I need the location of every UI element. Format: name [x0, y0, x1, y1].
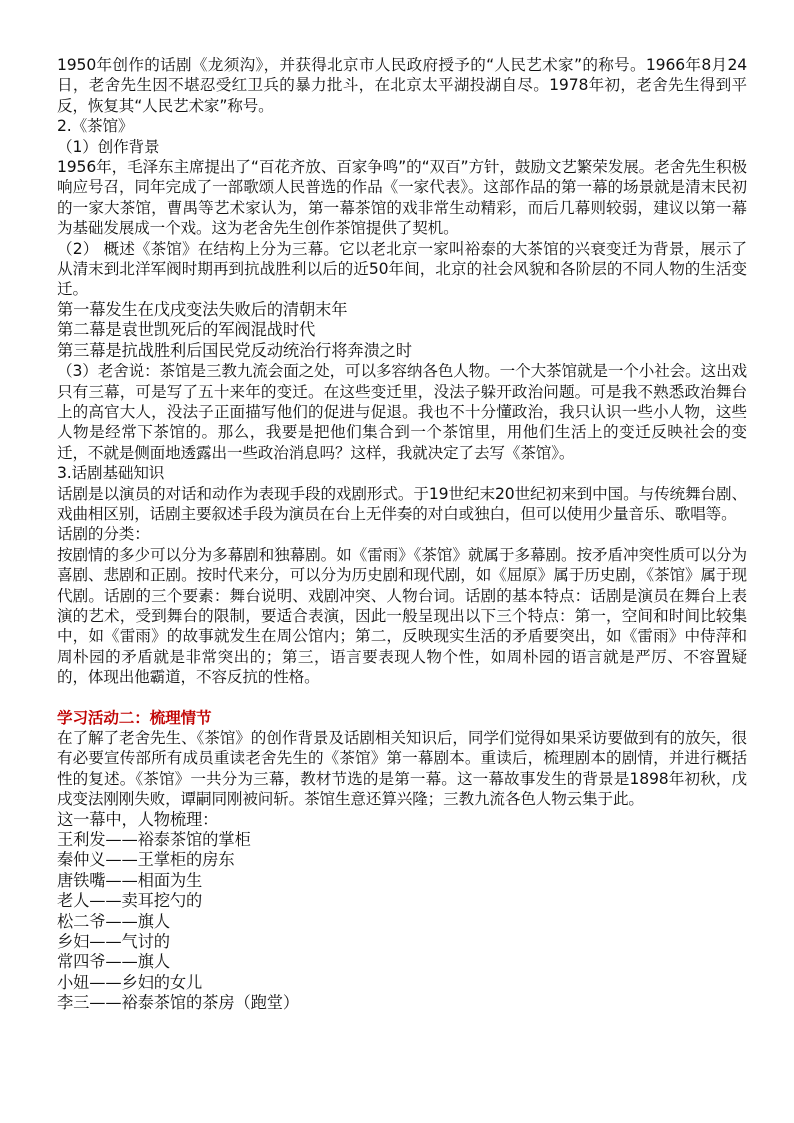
character-item: 老人——卖耳挖勺的	[57, 891, 203, 911]
character-item: 乡妇——气讨的	[57, 932, 170, 952]
drama-classification-text: 按剧情的多少可以分为多幕剧和独幕剧。如《雷雨》《茶馆》就属于多幕剧。按矛盾冲突性质可以分为喜剧、悲剧和正剧。按时代来分，可以分为历史剧和现代剧，如《屈原》属于历史剧，《茶馆》属于现代剧。话剧的三个要素：舞台说明、戏剧冲突、人物台词。话剧的基本特点：话剧是演员在舞台上表演的艺术，受到舞台的限制，要适合表演，因此一般呈现出以下三个特点：第一，空间和时间比较集中，如《雷雨》的故事就发生在周公馆内；第二，反映现实生活的矛盾要突出，如《雷雨》中侍萍和周朴园的矛盾就是非常突出的；第三，语言要表现人物个性，如周朴园的语言就是严厉、不容置疑的，体现出他霸道，不容反抗的性格。	[57, 545, 747, 687]
act-two-line: 第二幕是袁世凯死后的军阀混战时代	[57, 320, 316, 340]
character-item: 小妞——乡妇的女儿	[57, 972, 203, 992]
character-item: 唐铁嘴——相面为生	[57, 870, 203, 890]
characters-label: 这一幕中，人物梳理：	[57, 809, 219, 829]
character-item: 松二爷——旗人	[57, 911, 170, 931]
act-one-line: 第一幕发生在戊戌变法失败后的清朝末年	[57, 299, 348, 319]
activity-two-heading: 学习活动二：梳理情节	[57, 708, 212, 727]
activity-two-text: 在了解了老舍先生、《茶馆》的创作背景及话剧相关知识后，同学们觉得如果采访要做到有的放矢，很有必要宣传部所有成员重读老舍先生的《茶馆》第一幕剧本。重读后，梳理剧本的剧情，并进行概括性的复述。《茶馆》一共分为三幕，教材节选的是第一幕。这一幕故事发生的背景是1898年初秋，戊戌变法刚刚失败，谭嗣同刚被问斩。茶馆生意还算兴隆；三教九流各色人物云集于此。	[57, 729, 747, 809]
character-item: 秦仲义——王掌柜的房东	[57, 850, 235, 870]
character-item: 王利发——裕泰茶馆的掌柜	[57, 830, 251, 850]
teahouse-title: 2.《茶馆》	[57, 117, 134, 136]
laoshe-quote: （3）老舍说：茶馆是三教九流会面之处，可以多容纳各色人物。一个大茶馆就是一个小社会。这出戏只有三幕，可是写了五十来年的变迁。在这些变迁里，没法子躲开政治问题。可是我不熟悉政治舞台上的高官大人，没法子正面描写他们的促进与促退。我也不十分懂政治，我只认识一些小人物，这些人物是经常下茶馆的。那么，我要是把他们集合到一个茶馆里，用他们生活上的变迁反映社会的变迁，不就是侧面地透露出一些政治消息吗？这样，我就决定了去写《茶馆》。	[57, 362, 747, 462]
act-three-line: 第三幕是抗战胜利后国民党反动统治行将奔溃之时	[57, 340, 412, 360]
drama-classification-label: 话剧的分类：	[57, 525, 150, 544]
overview-text: （2） 概述《茶馆》在结构上分为三幕。它以老北京一家叫裕泰的大茶馆的兴衰变迁为背景，展示了从清末到北洋军阀时期再到抗战胜利以后的近50年间，北京的社会风貌和各阶层的不同人物的生活变迁。	[57, 239, 747, 299]
intro-paragraph: 1950年创作的话剧《龙须沟》，并获得北京市人民政府授予的“人民艺术家”的称号。1966年8月24日，老舍先生因不堪忍受红卫兵的暴力批斗，在北京太平湖投湖自尽。1978年初，老舍先生得到平反，恢复其“人民艺术家”称号。	[57, 56, 747, 115]
character-item: 李三——裕泰茶馆的茶房（跑堂）	[57, 993, 299, 1013]
creation-background-text: 1956年，毛泽东主席提出了“百花齐放、百家争鸣”的“双百”方针，鼓励文艺繁荣发展。老舍先生积极响应号召，同年完成了一部歌颂人民普选的作品《一家代表》。这部作品的第一幕的场景就是清末民初的一家大茶馆，曹禺等艺术家认为，第一幕茶馆的戏非常生动精彩，而后几幕则较弱，建议以第一幕为基础发展成一个戏。这为老舍先生创作茶馆提供了契机。	[57, 158, 747, 238]
activity-two-section	[57, 708, 747, 1014]
document-page	[57, 55, 747, 1014]
drama-basics-title: 3.话剧基础知识	[57, 464, 165, 483]
character-item: 常四爷——旗人	[57, 952, 170, 972]
creation-background-label: （1）创作背景	[57, 137, 160, 156]
drama-definition: 话剧是以演员的对话和动作为表现手段的戏剧形式。于19世纪末20世纪初来到中国。与传统舞台剧、戏曲相区别，话剧主要叙述手段为演员在台上无伴奏的对白或独白，但可以使用少量音乐、歌唱等。	[57, 484, 747, 523]
